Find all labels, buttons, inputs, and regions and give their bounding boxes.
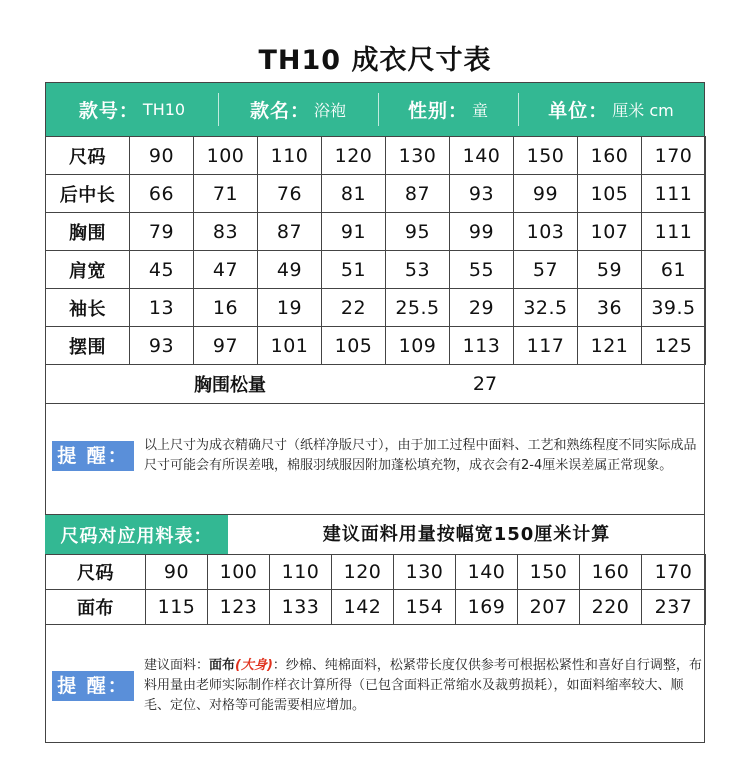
reminder-badge-2: 提 醒：	[52, 671, 134, 701]
fabric-table	[45, 554, 706, 625]
size-table-row	[46, 213, 706, 251]
unit-cell	[518, 83, 704, 136]
table-cell: 150	[518, 555, 580, 590]
table-cell: 91	[322, 213, 386, 251]
table-cell: 47	[194, 251, 258, 289]
table-cell: 160	[578, 137, 642, 175]
table-cell: 39.5	[642, 289, 706, 327]
ease-row	[45, 365, 705, 403]
fabric-table-row	[46, 555, 706, 590]
table-cell: 237	[642, 590, 706, 625]
table-cell: 110	[258, 137, 322, 175]
note-prefix: 建议面料：	[144, 658, 210, 673]
table-cell: 87	[386, 175, 450, 213]
table-cell: 160	[580, 555, 642, 590]
table-cell: 61	[642, 251, 706, 289]
size-table	[45, 136, 706, 365]
table-cell: 97	[194, 327, 258, 365]
table-cell: 125	[642, 327, 706, 365]
table-cell: 105	[322, 327, 386, 365]
note-box-2	[45, 630, 705, 742]
table-cell: 120	[332, 555, 394, 590]
table-cell: 95	[386, 213, 450, 251]
page-title: TH10 成衣尺寸表	[258, 45, 492, 76]
gender-label: 性别：	[407, 100, 468, 122]
table-cell: 79	[130, 213, 194, 251]
table-cell: 103	[514, 213, 578, 251]
table-cell: 105	[578, 175, 642, 213]
note-main-body-tag: (大身)	[235, 658, 273, 673]
note-body: ：纱棉、纯棉面料，松紧带长度仅供参考可根据松紧性和喜好自行调整，布料用量由老师实际制作样衣计算所得（已包含面料正常缩水及裁剪损耗），如面料缩率较大、顺毛、定位、对格等可能需要相应增加。	[144, 658, 702, 713]
note-fabric-label: 面布	[209, 658, 236, 673]
table-cell: 111	[642, 213, 706, 251]
row-header: 袖长	[46, 289, 130, 327]
table-cell: 90	[130, 137, 194, 175]
table-cell: 123	[208, 590, 270, 625]
table-cell: 140	[456, 555, 518, 590]
table-cell: 53	[386, 251, 450, 289]
table-cell: 110	[270, 555, 332, 590]
table-cell: 49	[258, 251, 322, 289]
table-cell: 45	[130, 251, 194, 289]
size-table-row	[46, 289, 706, 327]
table-cell: 93	[130, 327, 194, 365]
table-cell: 113	[450, 327, 514, 365]
table-cell: 130	[386, 137, 450, 175]
row-header: 胸围	[46, 213, 130, 251]
table-cell: 36	[578, 289, 642, 327]
table-cell: 100	[194, 137, 258, 175]
size-table-row	[46, 327, 706, 365]
fabric-section-label: 尺码对应用料表：	[45, 515, 228, 554]
style-label: 款号：	[78, 100, 139, 122]
name-label: 款名：	[249, 100, 310, 122]
table-cell: 76	[258, 175, 322, 213]
table-cell: 150	[514, 137, 578, 175]
table-cell: 90	[146, 555, 208, 590]
row-header: 摆围	[46, 327, 130, 365]
style-value: TH10	[142, 100, 186, 119]
note-text-2	[144, 656, 702, 716]
table-cell: 169	[456, 590, 518, 625]
table-cell: 71	[194, 175, 258, 213]
table-cell: 170	[642, 555, 706, 590]
table-cell: 154	[394, 590, 456, 625]
table-cell: 19	[258, 289, 322, 327]
info-header	[46, 83, 704, 136]
table-cell: 87	[258, 213, 322, 251]
table-cell: 51	[322, 251, 386, 289]
table-cell: 111	[642, 175, 706, 213]
row-header: 面布	[46, 590, 146, 625]
size-table-row	[46, 137, 706, 175]
table-cell: 81	[322, 175, 386, 213]
name-cell	[218, 83, 378, 136]
table-cell: 109	[386, 327, 450, 365]
table-cell: 101	[258, 327, 322, 365]
style-cell	[46, 83, 218, 136]
table-cell: 142	[332, 590, 394, 625]
table-cell: 93	[450, 175, 514, 213]
table-cell: 83	[194, 213, 258, 251]
fabric-section-title: 建议面料用量按幅宽150厘米计算	[322, 524, 611, 545]
size-table-row	[46, 251, 706, 289]
gender-cell	[378, 83, 518, 136]
table-cell: 170	[642, 137, 706, 175]
table-cell: 115	[146, 590, 208, 625]
table-cell: 66	[130, 175, 194, 213]
ease-value: 27	[472, 373, 498, 395]
unit-value: 厘米 cm	[612, 101, 674, 120]
table-cell: 140	[450, 137, 514, 175]
table-cell: 32.5	[514, 289, 578, 327]
size-table-row	[46, 175, 706, 213]
row-header: 尺码	[46, 555, 146, 590]
table-cell: 107	[578, 213, 642, 251]
table-cell: 133	[270, 590, 332, 625]
table-cell: 16	[194, 289, 258, 327]
row-header: 尺码	[46, 137, 130, 175]
table-cell: 121	[578, 327, 642, 365]
ease-label: 胸围松量	[194, 375, 266, 396]
note-text-1: 以上尺寸为成衣精确尺寸（纸样净版尺寸），由于加工过程中面料、工艺和熟练程度不同实际成品尺寸可能会有所误差哦，棉服羽绒服因附加蓬松填充物，成衣会有2-4厘米误差属正常现象。	[144, 438, 697, 473]
table-cell: 57	[514, 251, 578, 289]
table-cell: 130	[394, 555, 456, 590]
row-header: 肩宽	[46, 251, 130, 289]
table-cell: 22	[322, 289, 386, 327]
table-cell: 220	[580, 590, 642, 625]
name-value: 浴袍	[314, 101, 347, 120]
table-cell: 207	[518, 590, 580, 625]
table-cell: 29	[450, 289, 514, 327]
reminder-badge-1: 提 醒：	[52, 441, 134, 471]
table-cell: 117	[514, 327, 578, 365]
table-cell: 55	[450, 251, 514, 289]
table-cell: 100	[208, 555, 270, 590]
fabric-table-row	[46, 590, 706, 625]
table-cell: 13	[130, 289, 194, 327]
table-cell: 59	[578, 251, 642, 289]
table-cell: 99	[450, 213, 514, 251]
gender-value: 童	[472, 101, 489, 120]
unit-label: 单位：	[548, 100, 609, 122]
table-cell: 25.5	[386, 289, 450, 327]
note-box-1	[45, 404, 705, 508]
table-cell: 99	[514, 175, 578, 213]
table-cell: 120	[322, 137, 386, 175]
row-header: 后中长	[46, 175, 130, 213]
